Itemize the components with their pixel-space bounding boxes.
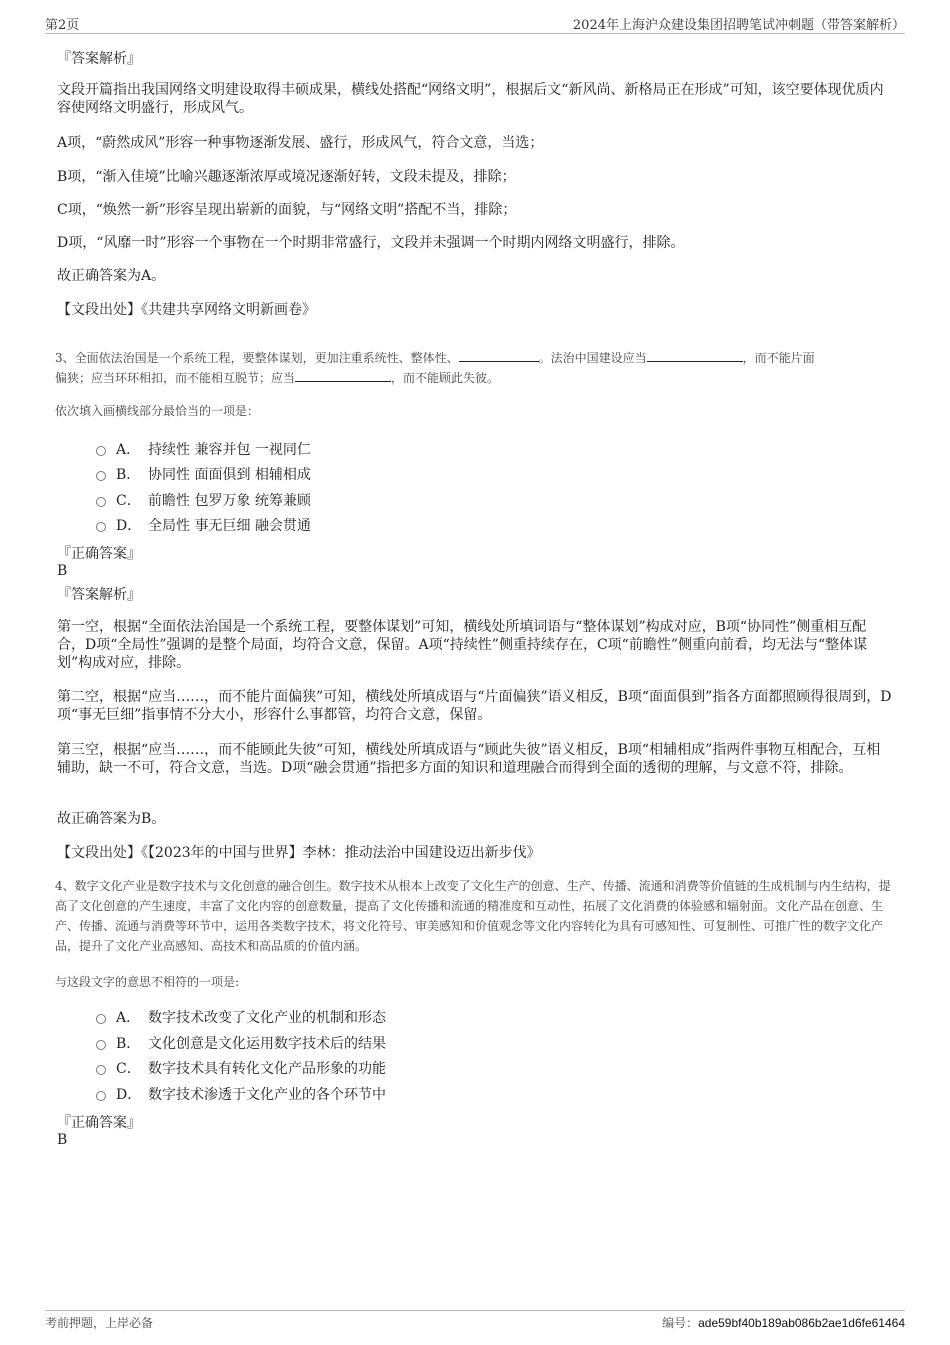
footer-divider: [45, 1310, 905, 1311]
option-letter: C．: [116, 493, 141, 509]
q4-option-d[interactable]: [96, 1084, 386, 1104]
correct-answer-label: 『正确答案』: [57, 546, 141, 562]
q3-option-b[interactable]: [96, 464, 311, 484]
option-text: 协同性 面面俱到 相辅相成: [148, 467, 311, 483]
analysis-label: 『答案解析』: [57, 51, 141, 67]
q3-stem-line2-part1: 偏狭；应当环环相扣，而不能相互脱节；应当: [55, 371, 296, 385]
q3-source: 【文段出处】《【2023年的中国与世界】李林：推动法治中国建设迈出新步伐》: [57, 845, 541, 861]
option-text: 数字技术具有转化文化产品形象的功能: [148, 1061, 386, 1077]
radio-icon[interactable]: [96, 497, 106, 507]
q3-analysis-blank-2: 第二空，根据“应当……，而不能片面偏狭”可知，横线处所填成语与“片面偏狭”语义相反，B项“面面俱到”指各方面都照顾得很周到，D项“事无巨细”指事情不分大小，形容什么事都管，均符合文意，保留。: [57, 689, 892, 723]
q2-analysis-intro: 文段开篇指出我国网络文明建设取得丰硕成果，横线处搭配“网络文明”，根据后文“新风尚、新格局正在形成”可知，该空要体现优质内容使网络文明盛行，形成风气。: [57, 82, 884, 116]
option-text: 持续性 兼容并包 一视同仁: [148, 442, 311, 458]
q3-option-a[interactable]: [96, 439, 311, 459]
footer-code: [662, 1314, 905, 1331]
radio-icon[interactable]: [96, 1040, 106, 1050]
option-text: 数字技术渗透于文化产业的各个环节中: [148, 1087, 386, 1103]
q3-stem-part3: ，而不能片面: [742, 351, 815, 365]
q4-option-c[interactable]: [96, 1058, 386, 1078]
analysis-label: 『答案解析』: [57, 587, 141, 603]
q2-analysis-option-d: D项，“风靡一时”形容一个事物在一个时期非常盛行，文段并未强调一个时期内网络文明盛行，排除。: [57, 235, 685, 251]
option-text: 前瞻性 包罗万象 统筹兼顾: [148, 493, 311, 509]
correct-answer-label: 『正确答案』: [57, 1115, 141, 1131]
q4-option-b[interactable]: [96, 1033, 386, 1053]
q3-stem-line2-part2: ，而不能顾此失彼。: [391, 371, 500, 385]
option-text: 文化创意是文化运用数字技术后的结果: [148, 1036, 386, 1052]
q3-stem-part1: 3、全面依法治国是一个系统工程，要整体谋划，更加注重系统性、整体性、: [55, 351, 459, 365]
radio-icon[interactable]: [96, 1014, 106, 1024]
option-letter: D．: [116, 518, 142, 534]
page-number: 第2页: [45, 18, 80, 33]
q4-stem: 4、数字文化产业是数字技术与文化创意的融合创生。数字技术从根本上改变了文化生产的创意、生产、传播、流通和消费等价值链的生成机制与内生结构，提高了文化创意的产生速度，丰富了文化内容的创意数量，提高了文化传播和流通的精准度和互动性，拓展了文化消费的体验感和辐射面。文化产品在创意、生产、传播、流通与消费等环节中，运用各类数字技术，将文化符号、审美感知和价值观念等文化内容转化为具有可感知性、可复制性、可推广性的数字文化产品，提升了文化产业高感知、高技术和高品质的价值内涵。: [55, 879, 891, 953]
q3-option-c[interactable]: [96, 490, 311, 510]
q2-source: 【文段出处】《共建共享网络文明新画卷》: [57, 302, 316, 318]
option-letter: A．: [116, 1010, 141, 1026]
q2-conclusion: 故正确答案为A。: [57, 268, 166, 284]
q3-conclusion: 故正确答案为B。: [57, 811, 166, 827]
option-letter: A．: [116, 442, 141, 458]
q2-analysis-option-a: A项，“蔚然成风”形容一种事物逐渐发展、盛行，形成风气，符合文意，当选；: [57, 135, 544, 151]
radio-icon[interactable]: [96, 446, 106, 456]
footer-slogan: 考前押题，上岸必备: [45, 1316, 154, 1330]
option-letter: B．: [116, 467, 141, 483]
q3-stem: [55, 348, 895, 388]
q3-blank-1: [459, 350, 539, 362]
q3-prompt: 依次填入画横线部分最恰当的一项是：: [55, 404, 260, 418]
q3-stem-part2: 。法治中国建设应当: [538, 351, 647, 365]
option-letter: C．: [116, 1061, 141, 1077]
radio-icon[interactable]: [96, 1091, 106, 1101]
option-text: 数字技术改变了文化产业的机制和形态: [148, 1010, 386, 1026]
footer-code-value: ade59bf40b189ab086b2ae1d6fe61464: [698, 1316, 905, 1330]
header-divider: [45, 33, 905, 34]
footer-code-label: 编号：: [662, 1316, 699, 1330]
q3-option-d[interactable]: [96, 515, 311, 535]
option-text: 全局性 事无巨细 融会贯通: [148, 518, 311, 534]
q4-prompt: 与这段文字的意思不相符的一项是:: [55, 975, 240, 989]
q3-blank-3: [295, 370, 391, 382]
q4-option-a[interactable]: [96, 1007, 386, 1027]
q3-blank-2: [647, 350, 743, 362]
q3-analysis-blank-3: 第三空，根据“应当……，而不能顾此失彼”可知，横线处所填成语与“顾此失彼”语义相反，B项“相辅相成”指两件事物互相配合，互相辅助，缺一不可，符合文意，当选。D项“融会贯通”指把多方面的知识和道理融合而得到全面的透彻的理解，与文意不符，排除。: [57, 742, 881, 776]
q2-analysis-option-b: B项，“渐入佳境”比喻兴趣逐渐浓厚或境况逐渐好转，文段未提及，排除；: [57, 169, 516, 185]
option-letter: D．: [116, 1087, 142, 1103]
radio-icon[interactable]: [96, 1065, 106, 1075]
option-letter: B．: [116, 1036, 141, 1052]
q2-analysis-option-c: C项，“焕然一新”形容呈现出崭新的面貌，与“网络文明”搭配不当，排除；: [57, 202, 517, 218]
q4-answer: B: [57, 1132, 68, 1148]
radio-icon[interactable]: [96, 522, 106, 532]
q3-answer: B: [57, 563, 68, 579]
radio-icon[interactable]: [96, 471, 106, 481]
document-title: 2024年上海沪众建设集团招聘笔试冲刺题（带答案解析）: [572, 18, 905, 33]
q3-analysis-blank-1: 第一空，根据“全面依法治国是一个系统工程，要整体谋划”可知，横线处所填词语与“整体谋划”构成对应，B项“协同性”侧重相互配合，D项“全局性”强调的是整个局面，均符合文意，保留。A项“持续性”侧重持续存在，C项“前瞻性”侧重向前看，均无法与“整体谋划”构成对应，排除。: [57, 619, 868, 671]
